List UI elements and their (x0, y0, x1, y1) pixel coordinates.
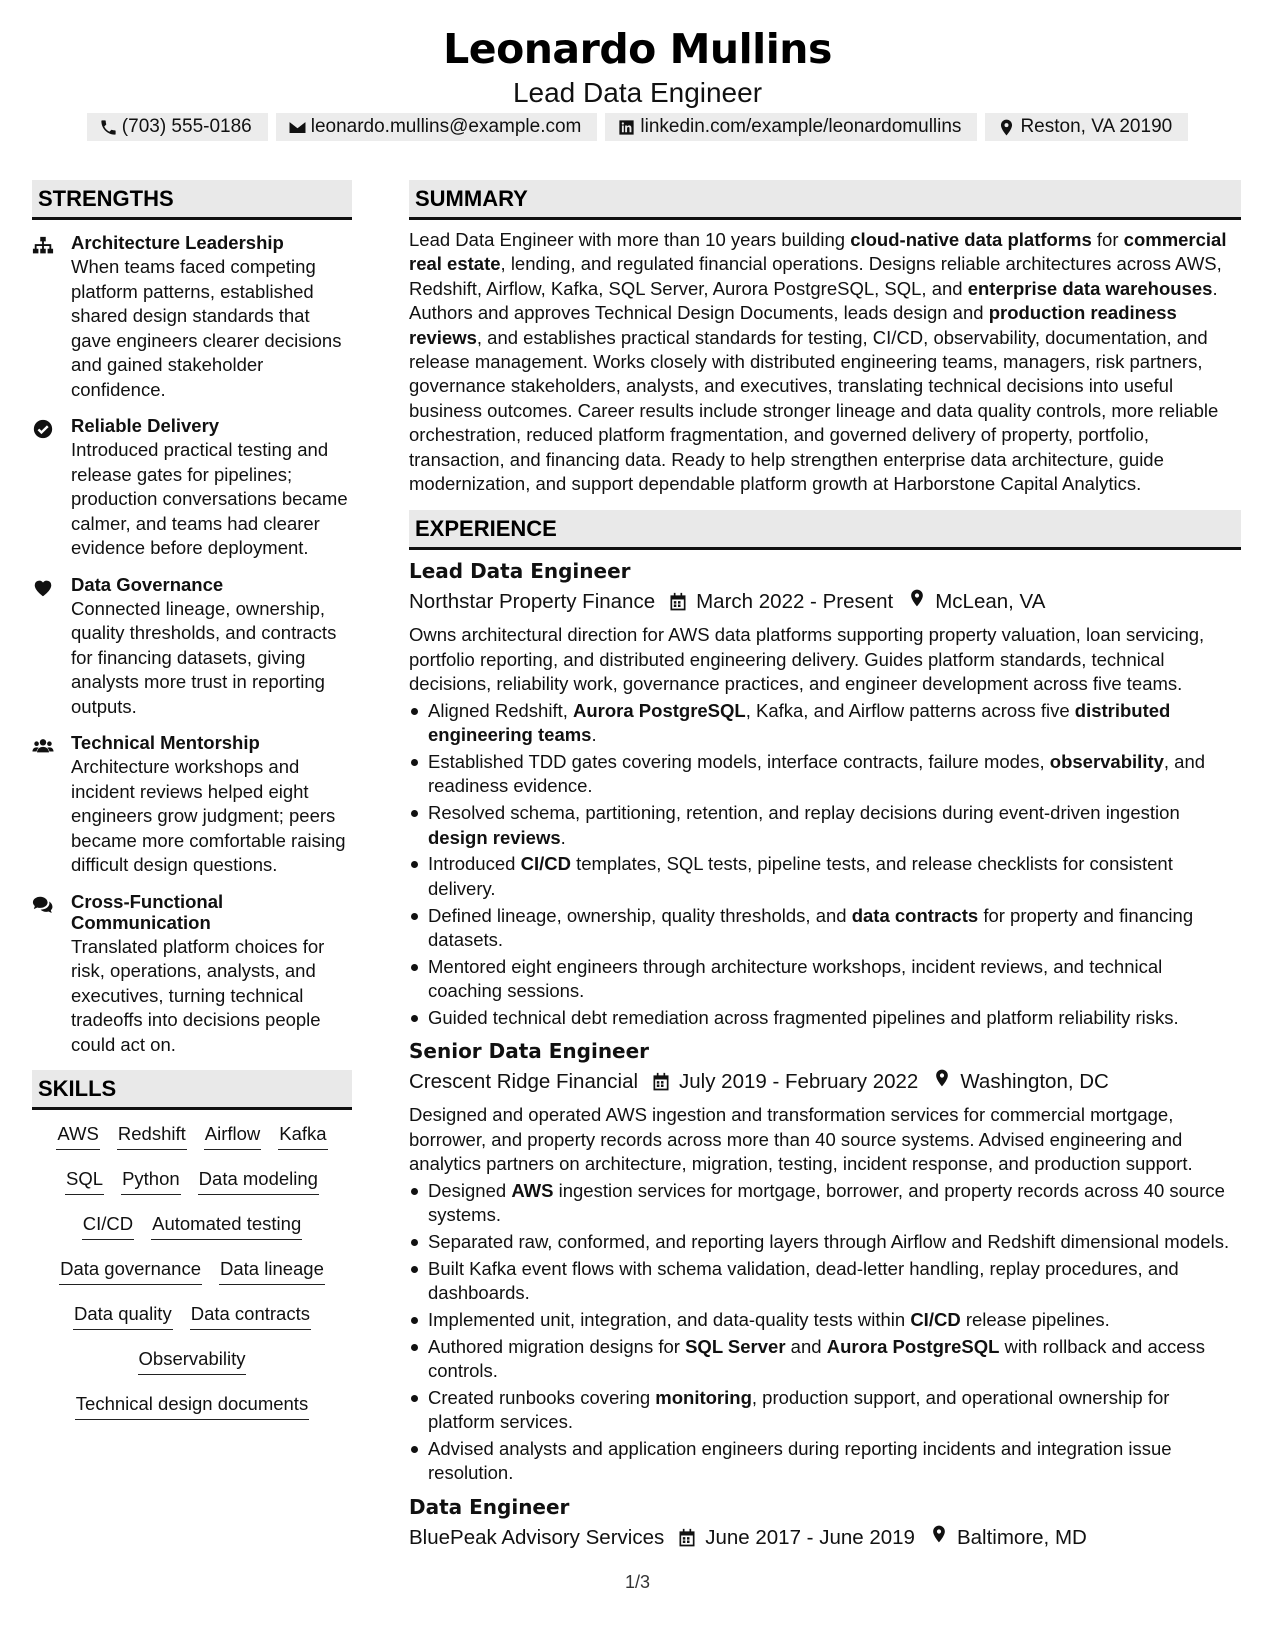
strength-desc: Architecture workshops and incident reviews helped eight engineers grow judgment; peers became more comfortable raising difficult design questions. (71, 756, 346, 875)
strength-item (32, 415, 352, 561)
job-bullet: Built Kafka event flows with schema validation, dead-letter handling, replay procedures, and dashboards. (409, 1257, 1241, 1306)
page-number: 1/3 (625, 1572, 651, 1592)
heart-icon (32, 577, 54, 599)
contact-linkedin[interactable] (605, 113, 977, 141)
strength-title: Cross-Functional Communication (71, 890, 224, 933)
skills-heading: SKILLS (32, 1070, 352, 1110)
experience-heading: EXPERIENCE (409, 510, 1241, 550)
skill-tag: Observability (138, 1347, 247, 1375)
skill-tag: Automated testing (151, 1212, 302, 1240)
skill-tag: Data lineage (219, 1257, 325, 1285)
skill-tag: Data governance (59, 1257, 202, 1285)
skill-row (32, 1257, 352, 1302)
left-column (32, 180, 352, 1437)
contact-linkedin-text: linkedin.com/example/leonardomullins (640, 116, 962, 137)
job-title: Data Engineer (409, 1494, 570, 1519)
job-bullet: Created runbooks covering monitoring, production support, and operational ownership for platform services. (409, 1386, 1241, 1435)
job-company: Northstar Property Finance (409, 590, 656, 614)
check-circle-icon (32, 418, 54, 440)
job-bullets (409, 699, 1241, 1031)
skill-row (32, 1392, 352, 1437)
summary-heading: SUMMARY (409, 180, 1241, 220)
job-bullet: Established TDD gates covering models, interface contracts, failure modes, observability, and readiness evidence. (409, 750, 1241, 799)
envelope-icon (288, 118, 307, 137)
job-title: Lead Data Engineer (409, 559, 631, 584)
contact-email-text: leonardo.mullins@example.com (310, 116, 582, 137)
skill-tag: CI/CD (82, 1212, 134, 1240)
skill-tag: Redshift (117, 1122, 187, 1150)
resume-header (0, 22, 1275, 110)
job-bullet: Authored migration designs for SQL Server and Aurora PostgreSQL with rollback and access controls. (409, 1335, 1241, 1384)
skill-tag: Python (121, 1167, 181, 1195)
job-location: Baltimore, MD (956, 1525, 1087, 1549)
strength-desc: Translated platform choices for risk, operations, analysts, and executives, turning technical tradeoffs into decisions people could act on. (71, 935, 325, 1055)
job-entry (409, 558, 1241, 1030)
skills-list (32, 1122, 352, 1437)
skill-tag: Kafka (278, 1122, 327, 1150)
job-meta (409, 588, 1241, 616)
job-location: McLean, VA (935, 590, 1046, 614)
job-entry (409, 1494, 1241, 1552)
job-company: BluePeak Advisory Services (409, 1525, 665, 1549)
strengths-list (32, 232, 352, 1057)
map-pin-icon (929, 1524, 949, 1544)
strength-item (32, 574, 352, 720)
map-pin-icon (932, 1068, 952, 1088)
job-dates: July 2019 - February 2022 (679, 1070, 919, 1094)
skill-tag: AWS (56, 1122, 99, 1150)
strength-title: Reliable Delivery (71, 415, 220, 436)
job-bullet: Guided technical debt remediation across fragmented pipelines and platform reliability risks. (409, 1006, 1241, 1030)
job-bullet: Defined lineage, ownership, quality thresholds, and data contracts for property and financing datasets. (409, 904, 1241, 953)
contact-bar (0, 113, 1275, 141)
strength-title: Technical Mentorship (71, 732, 260, 753)
strength-desc: Connected lineage, ownership, quality thresholds, and contracts for financing datasets, giving analysts more trust in reporting outputs. (71, 597, 337, 717)
job-meta (409, 1068, 1241, 1096)
linkedin-icon (617, 118, 636, 137)
strength-title: Architecture Leadership (71, 232, 284, 253)
phone-icon (99, 118, 118, 137)
candidate-title: Lead Data Engineer (512, 77, 763, 108)
strength-item (32, 232, 352, 402)
contact-email[interactable] (276, 113, 598, 141)
job-bullet: Mentored eight engineers through architecture workshops, incident reviews, and technical coaching sessions. (409, 955, 1241, 1004)
comments-icon (32, 894, 54, 916)
sitemap-icon (32, 235, 54, 257)
job-bullet: Designed AWS ingestion services for mortgage, borrower, and property records across 40 source systems. (409, 1179, 1241, 1228)
job-description: Designed and operated AWS ingestion and transformation services for commercial mortgage, borrower, and property records across more than 40 source systems. Advised engineering and analytics partners on architecture, migration, testing, incident response, and production support. (409, 1104, 1193, 1175)
job-bullet: Resolved schema, partitioning, retention, and replay decisions during event-driven ingestion design reviews. (409, 801, 1241, 850)
job-entry (409, 1038, 1241, 1485)
skill-tag: Technical design documents (75, 1392, 309, 1420)
job-bullet: Introduced CI/CD templates, SQL tests, pipeline tests, and release checklists for consistent delivery. (409, 852, 1241, 901)
job-bullet: Aligned Redshift, Aurora PostgreSQL, Kafka, and Airflow patterns across five distributed engineering teams. (409, 699, 1241, 748)
skill-tag: Data modeling (198, 1167, 319, 1195)
right-column (409, 180, 1241, 1552)
experience-list (409, 558, 1241, 1551)
map-pin-icon (997, 118, 1016, 137)
strength-item (32, 891, 352, 1058)
strength-title: Data Governance (71, 573, 224, 595)
candidate-name: Leonardo Mullins (443, 25, 832, 73)
strengths-heading: STRENGTHS (32, 180, 352, 220)
skill-row (32, 1122, 352, 1167)
job-dates: March 2022 - Present (696, 590, 894, 614)
job-description: Owns architectural direction for AWS data platforms supporting property valuation, loan servicing, portfolio reporting, and distributed engineering delivery. Guides platform standards, technical decisions, reliability work, governance practices, and engineer development across five teams. (409, 624, 1205, 695)
job-bullets (409, 1179, 1241, 1486)
summary-text: Lead Data Engineer with more than 10 years building cloud-native data platforms for commercial real estate, lending, and regulated financial operations. Designs reliable architectures across AWS, Redshift, Airflow, Kafka, SQL Server, Aurora PostgreSQL, SQL, and enterprise data warehouses. Authors and approves Technical Design Documents, leads design and production readiness reviews, and establishes practical standards for testing, CI/CD, observability, documentation, and release management. Works closely with distributed engineering teams, managers, risk partners, governance stakeholders, analysts, and executives, translating technical decisions into useful business outcomes. Career results include stronger lineage and data quality controls, more reliable orchestration, reduced platform fragmentation, and governed delivery of property, portfolio, transaction, and financing data. Ready to help strengthen enterprise data architecture, guide modernization, and support dependable platform growth at Harborstone Capital Analytics. (409, 229, 1227, 495)
skill-tag: Data quality (73, 1302, 173, 1330)
calendar-icon (651, 1072, 671, 1092)
job-title: Senior Data Engineer (409, 1039, 650, 1064)
calendar-icon (677, 1528, 697, 1548)
skill-row (32, 1347, 352, 1392)
job-company: Crescent Ridge Financial (409, 1070, 639, 1094)
calendar-icon (668, 592, 688, 612)
job-dates: June 2017 - June 2019 (705, 1525, 915, 1549)
job-bullet: Implemented unit, integration, and data-quality tests within CI/CD release pipelines. (409, 1308, 1241, 1332)
users-icon (32, 735, 54, 757)
skill-row (32, 1167, 352, 1212)
job-bullet: Advised analysts and application engineers during reporting incidents and integration issue resolution. (409, 1437, 1241, 1486)
job-location: Washington, DC (960, 1070, 1109, 1094)
job-meta (409, 1524, 1241, 1552)
map-pin-icon (907, 588, 927, 608)
contact-phone-text: (703) 555-0186 (121, 116, 252, 137)
strength-desc: Introduced practical testing and release gates for pipelines; production conversations became calmer, and teams had clearer evidence before deployment. (71, 439, 348, 558)
strength-item (32, 732, 352, 878)
strength-desc: When teams faced competing platform patterns, established shared design standards that gave engineers clearer decisions and gained stakeholder confidence. (71, 256, 342, 400)
skill-row (32, 1212, 352, 1257)
skill-tag: Airflow (204, 1122, 262, 1150)
contact-location-text: Reston, VA 20190 (1020, 116, 1173, 137)
contact-phone[interactable] (87, 113, 268, 141)
skill-tag: SQL (65, 1167, 104, 1195)
contact-location (985, 113, 1188, 141)
skill-row (32, 1302, 352, 1347)
skill-tag: Data contracts (190, 1302, 311, 1330)
job-bullet: Separated raw, conformed, and reporting layers through Airflow and Redshift dimensional models. (409, 1230, 1241, 1254)
